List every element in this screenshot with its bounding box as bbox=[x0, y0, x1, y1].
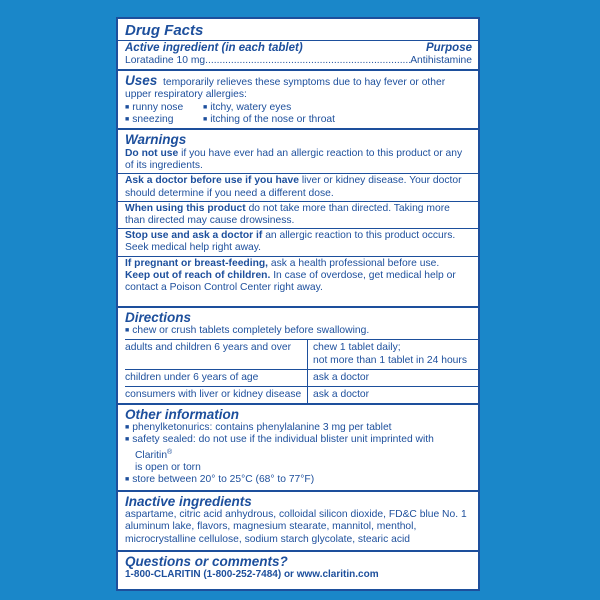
other-information-heading: Other information bbox=[125, 407, 239, 423]
table-cell: consumers with liver or kidney disease bbox=[125, 387, 308, 404]
square-bullet-icon: ■ bbox=[125, 327, 130, 335]
warnings-heading: Warnings bbox=[125, 132, 187, 148]
warning-pregnant: If pregnant or breast-feeding, ask a health professional before use. bbox=[125, 257, 440, 269]
table-row bbox=[125, 369, 478, 386]
square-bullet-icon: ■ bbox=[125, 115, 130, 123]
inactive-ingredients-text: aspartame, citric acid anhydrous, colloidal silicon dioxide, FD&C blue No. 1 aluminum lake, flavors, magnesium stearate, mannitol, menthol, microcrystalline cellulose, sodium starch glycolate, stearic acid bbox=[125, 509, 467, 545]
questions-heading: Questions or comments? bbox=[125, 553, 288, 569]
square-bullet-icon: ■ bbox=[125, 436, 130, 444]
list-item: ■ itchy, watery eyes bbox=[203, 101, 292, 113]
warning-stop-use: Stop use and ask a doctor if an allergic reaction to this product occurs. Seek medical help right away. bbox=[125, 230, 456, 254]
directions-section bbox=[125, 310, 472, 403]
list-item: ■ sneezing bbox=[125, 113, 174, 125]
square-bullet-icon: ■ bbox=[125, 424, 130, 432]
square-bullet-icon: ■ bbox=[203, 115, 208, 123]
divider bbox=[118, 40, 478, 41]
drug-facts-title: Drug Facts bbox=[125, 22, 204, 39]
divider bbox=[118, 173, 478, 174]
list-item: ■ itching of the nose or throat bbox=[203, 113, 336, 125]
directions-bullet: ■ chew or crush tablets completely before swallowing. bbox=[125, 325, 370, 337]
active-ingredient-header bbox=[125, 42, 472, 55]
divider bbox=[118, 228, 478, 229]
divider bbox=[118, 256, 478, 257]
directions-table bbox=[125, 339, 478, 403]
inactive-ingredients-heading: Inactive ingredients bbox=[125, 494, 252, 510]
other-information-section bbox=[125, 407, 472, 486]
warning-when-using: When using this product do not take more than directed. Taking more than directed may cause drowsiness. bbox=[125, 202, 450, 227]
section-divider bbox=[118, 306, 478, 308]
square-bullet-icon: ■ bbox=[125, 476, 130, 484]
list-item: ■ store between 20° to 25°C (68° to 77°F) bbox=[125, 474, 315, 486]
active-ingredient-heading: Active ingredient (in each tablet) bbox=[125, 42, 303, 54]
square-bullet-icon: ■ bbox=[203, 103, 208, 111]
table-cell: children under 6 years of age bbox=[125, 369, 308, 386]
purpose-heading: Purpose bbox=[425, 42, 472, 54]
ingredient-row bbox=[125, 55, 472, 67]
drug-facts-panel bbox=[116, 17, 480, 591]
section-divider bbox=[118, 128, 478, 130]
uses-heading: Uses bbox=[125, 73, 158, 89]
warning-do-not-use: Do not use if you have ever had an allergic reaction to this product or any of its ingredients. bbox=[125, 148, 463, 172]
dot-leader bbox=[205, 55, 410, 67]
warning-ask-doctor: Ask a doctor before use if you have liver or kidney disease. Your doctor should determine if you need a different dose. bbox=[125, 175, 462, 199]
square-bullet-icon: ■ bbox=[125, 103, 130, 111]
uses-section bbox=[125, 73, 472, 126]
warning-keep-out-of-reach: Keep out of reach of children. In case of overdose, get medical help or contact a Poison Control Center right away. bbox=[125, 269, 456, 294]
list-item: ■ phenylketonurics: contains phenylalanine 3 mg per tablet bbox=[125, 422, 392, 434]
table-cell: adults and children 6 years and over bbox=[125, 340, 308, 369]
divider bbox=[118, 201, 478, 202]
table-row bbox=[125, 387, 478, 404]
section-divider bbox=[118, 490, 478, 492]
warnings-section bbox=[125, 132, 472, 294]
ingredient-name: Loratadine 10 mg bbox=[125, 55, 206, 66]
uses-text: temporarily relieves these symptoms due to hay fever or other upper respiratory allergies: bbox=[125, 77, 446, 101]
directions-heading: Directions bbox=[125, 310, 192, 326]
table-cell: ask a doctor bbox=[308, 387, 479, 404]
table-row bbox=[125, 340, 478, 369]
section-divider bbox=[118, 403, 478, 405]
questions-section bbox=[125, 554, 472, 581]
table-cell: ask a doctor bbox=[308, 369, 479, 386]
list-item: ■ runny nose bbox=[125, 101, 184, 113]
uses-list bbox=[125, 102, 472, 126]
list-item: ■ safety sealed: do not use if the individual blister unit imprinted with Claritin® is open or torn bbox=[125, 434, 434, 473]
contact-info: 1-800-CLARITIN (1-800-252-7484) or www.claritin.com bbox=[125, 568, 379, 580]
ingredient-purpose: Antihistamine bbox=[410, 55, 472, 66]
inactive-ingredients-section bbox=[125, 494, 472, 546]
section-divider bbox=[118, 550, 478, 552]
section-divider bbox=[118, 69, 478, 71]
table-cell: chew 1 tablet daily; not more than 1 tablet in 24 hours bbox=[308, 340, 479, 369]
